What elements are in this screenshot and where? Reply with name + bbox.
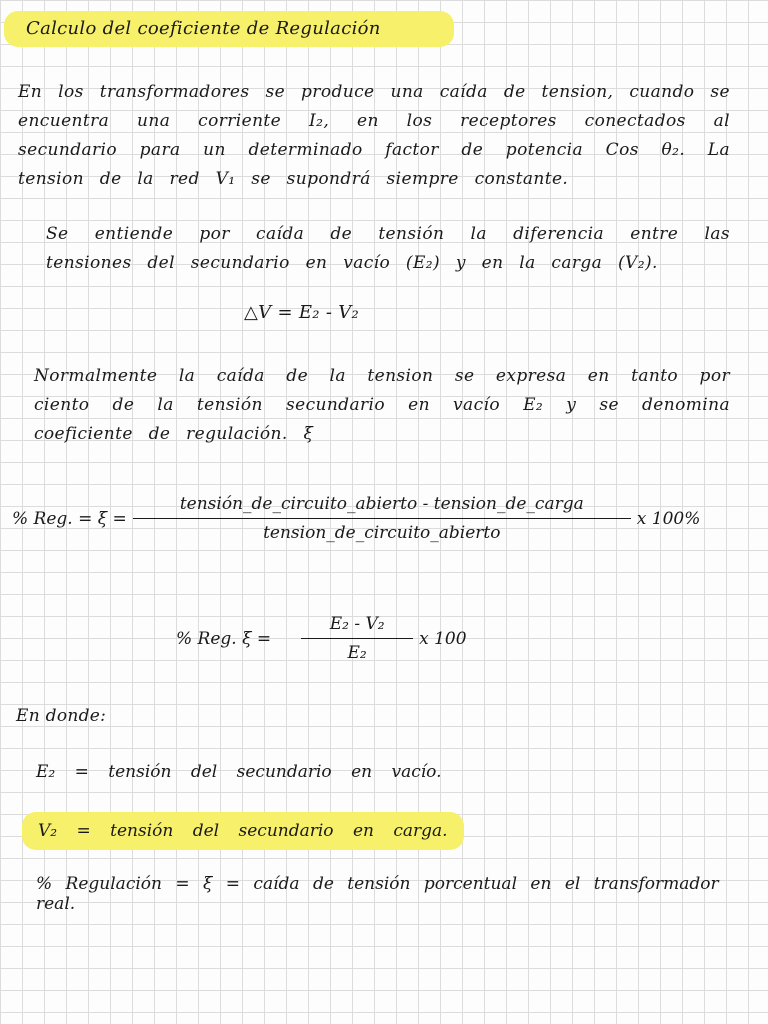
formula1-denominator: tension_de_circuito_abierto — [263, 523, 501, 543]
formula2-denominator: E₂ — [347, 643, 367, 663]
paragraph-intro: En los transformadores se produce una caída de tension, cuando se encuentra una corriente I₂, en los receptores conectados al secundario para un determinado factor de potencia Cos θ₂. La tension de la red V₁ se supondrá siempre constante. — [18, 82, 730, 189]
formula1-fraction — [133, 494, 631, 543]
formula2-fraction — [301, 614, 413, 663]
formula1-numerator: tensión_de_circuito_abierto - tension_de_carga — [179, 494, 584, 514]
formula1-lhs: % Reg. = ξ = — [12, 508, 127, 529]
formula2-rhs: x 100 — [419, 628, 467, 649]
definition-regulation: % Regulación = ξ = caída de tensión porcentual en el transformador real. — [36, 874, 719, 914]
formula1-rhs: x 100% — [636, 508, 701, 529]
paragraph-definition: Se entiende por caída de tensión la diferencia entre las tensiones del secundario en vacío (E₂) y en la carga (V₂). — [46, 224, 730, 273]
formula2-lhs: % Reg. ξ = — [176, 628, 272, 649]
where-heading: En donde: — [16, 706, 107, 726]
definition-v2-highlighted: V₂ = tensión del secundario en carga. — [22, 812, 464, 850]
formula-percent-regulation-symbols — [176, 614, 467, 663]
formula-percent-regulation-words — [12, 494, 700, 543]
page-title: Calculo del coeficiente de Regulación — [4, 11, 454, 47]
delta-v-equation: △V = E₂ - V₂ — [244, 302, 360, 323]
paragraph-regulation: Normalmente la caída de la tension se expresa en tanto por ciento de la tensión secundario en vacío E₂ y se denomina coeficiente de regulación. ξ — [34, 366, 730, 444]
formula2-numerator: E₂ - V₂ — [329, 614, 385, 634]
definition-e2: E₂ = tensión del secundario en vacío. — [36, 762, 442, 782]
